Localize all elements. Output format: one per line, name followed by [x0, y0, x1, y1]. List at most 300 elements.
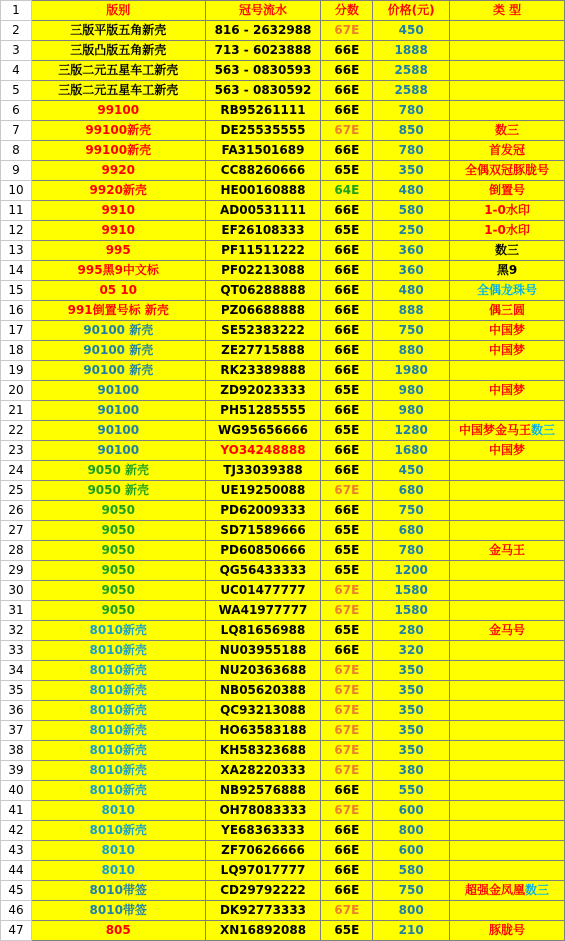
cell-serial[interactable]: ZD92023333	[205, 381, 321, 401]
cell-score[interactable]: 65E	[321, 221, 373, 241]
cell-price[interactable]: 360	[373, 241, 450, 261]
cell-type[interactable]	[450, 41, 565, 61]
cell-version[interactable]: 90100	[31, 381, 205, 401]
cell-score[interactable]: 66E	[321, 321, 373, 341]
row-number[interactable]: 10	[1, 181, 32, 201]
cell-serial[interactable]: TJ33039388	[205, 461, 321, 481]
cell-score[interactable]: 65E	[321, 381, 373, 401]
cell-price[interactable]: 1580	[373, 601, 450, 621]
row-number[interactable]: 31	[1, 601, 32, 621]
table-row	[1, 501, 565, 521]
cell-score[interactable]: 66E	[321, 101, 373, 121]
row-number[interactable]: 6	[1, 101, 32, 121]
cell-price[interactable]: 780	[373, 541, 450, 561]
cell-score[interactable]: 66E	[321, 861, 373, 881]
cell-serial[interactable]: ZF70626666	[205, 841, 321, 861]
cell-price[interactable]: 600	[373, 801, 450, 821]
cell-price[interactable]: 280	[373, 621, 450, 641]
cell-type[interactable]: 中国梦	[450, 381, 565, 401]
cell-version[interactable]: 三版凸版五角新壳	[31, 41, 205, 61]
row-number[interactable]: 4	[1, 61, 32, 81]
cell-serial[interactable]: HE00160888	[205, 181, 321, 201]
cell-score[interactable]: 66E	[321, 141, 373, 161]
cell-score[interactable]: 66E	[321, 341, 373, 361]
cell-serial[interactable]: CC88260666	[205, 161, 321, 181]
cell-serial[interactable]: NU20363688	[205, 661, 321, 681]
cell-price[interactable]: 1280	[373, 421, 450, 441]
table-row	[1, 521, 565, 541]
cell-price[interactable]: 980	[373, 381, 450, 401]
cell-score[interactable]: 67E	[321, 581, 373, 601]
cell-version[interactable]: 8010新壳	[31, 661, 205, 681]
row-number[interactable]: 39	[1, 761, 32, 781]
cell-version[interactable]: 99100	[31, 101, 205, 121]
row-number[interactable]: 28	[1, 541, 32, 561]
cell-type[interactable]	[450, 101, 565, 121]
cell-version[interactable]: 8010带签	[31, 881, 205, 901]
row-number[interactable]: 47	[1, 921, 32, 941]
cell-price[interactable]: 680	[373, 521, 450, 541]
cell-type[interactable]	[450, 861, 565, 881]
cell-type[interactable]: 中国梦	[450, 321, 565, 341]
cell-type[interactable]: 金马号	[450, 621, 565, 641]
table-row	[1, 361, 565, 381]
cell-score[interactable]: 66E	[321, 401, 373, 421]
cell-score[interactable]: 66E	[321, 821, 373, 841]
cell-version[interactable]: 三版二元五星车工新壳	[31, 61, 205, 81]
cell-type[interactable]: 中国梦	[450, 441, 565, 461]
header-price[interactable]: 价格(元)	[373, 1, 450, 21]
cell-price[interactable]: 780	[373, 101, 450, 121]
cell-serial[interactable]: YE68363333	[205, 821, 321, 841]
cell-price[interactable]: 750	[373, 501, 450, 521]
row-number[interactable]: 32	[1, 621, 32, 641]
cell-score[interactable]: 65E	[321, 621, 373, 641]
row-number[interactable]: 15	[1, 281, 32, 301]
cell-price[interactable]: 380	[373, 761, 450, 781]
cell-type[interactable]	[450, 641, 565, 661]
cell-type[interactable]	[450, 701, 565, 721]
cell-score[interactable]: 66E	[321, 361, 373, 381]
cell-version[interactable]: 99100新壳	[31, 121, 205, 141]
cell-version[interactable]: 8010新壳	[31, 641, 205, 661]
cell-price[interactable]: 1200	[373, 561, 450, 581]
cell-version[interactable]: 8010新壳	[31, 701, 205, 721]
row-number[interactable]: 33	[1, 641, 32, 661]
cell-score[interactable]: 67E	[321, 741, 373, 761]
row-number[interactable]: 3	[1, 41, 32, 61]
cell-score[interactable]: 66E	[321, 501, 373, 521]
cell-version[interactable]: 9050	[31, 561, 205, 581]
row-number[interactable]: 8	[1, 141, 32, 161]
cell-serial[interactable]: DK92773333	[205, 901, 321, 921]
cell-serial[interactable]: QT06288888	[205, 281, 321, 301]
table-row	[1, 781, 565, 801]
cell-version[interactable]: 8010	[31, 861, 205, 881]
cell-type[interactable]: 1-0水印	[450, 221, 565, 241]
cell-price[interactable]: 350	[373, 681, 450, 701]
cell-version[interactable]: 90100 新壳	[31, 341, 205, 361]
cell-serial[interactable]: FA31501689	[205, 141, 321, 161]
row-number[interactable]: 34	[1, 661, 32, 681]
table-row	[1, 541, 565, 561]
cell-serial[interactable]: CD29792222	[205, 881, 321, 901]
cell-version[interactable]: 805	[31, 921, 205, 941]
cell-serial[interactable]: YO34248888	[205, 441, 321, 461]
row-number[interactable]: 9	[1, 161, 32, 181]
cell-price[interactable]: 350	[373, 741, 450, 761]
row-number[interactable]: 13	[1, 241, 32, 261]
cell-type[interactable]	[450, 501, 565, 521]
cell-score[interactable]: 67E	[321, 681, 373, 701]
cell-type[interactable]	[450, 681, 565, 701]
cell-type[interactable]: 数三	[450, 241, 565, 261]
cell-version[interactable]: 8010带签	[31, 901, 205, 921]
header-serial[interactable]: 冠号流水	[205, 1, 321, 21]
row-number[interactable]: 40	[1, 781, 32, 801]
row-number[interactable]: 16	[1, 301, 32, 321]
cell-serial[interactable]: NB92576888	[205, 781, 321, 801]
cell-serial[interactable]: PF02213088	[205, 261, 321, 281]
cell-serial[interactable]: PH51285555	[205, 401, 321, 421]
cell-serial[interactable]: PD62009333	[205, 501, 321, 521]
cell-serial[interactable]: KH58323688	[205, 741, 321, 761]
cell-type[interactable]	[450, 741, 565, 761]
cell-score[interactable]: 67E	[321, 761, 373, 781]
table-row	[1, 701, 565, 721]
cell-type[interactable]: 豚胧号	[450, 921, 565, 941]
cell-serial[interactable]: QC93213088	[205, 701, 321, 721]
row-number[interactable]: 26	[1, 501, 32, 521]
cell-type[interactable]	[450, 581, 565, 601]
cell-type[interactable]: 数三	[450, 121, 565, 141]
cell-version[interactable]: 9050	[31, 601, 205, 621]
cell-version[interactable]: 99100新壳	[31, 141, 205, 161]
cell-type[interactable]	[450, 21, 565, 41]
cell-price[interactable]: 250	[373, 221, 450, 241]
cell-version[interactable]: 90100	[31, 441, 205, 461]
cell-serial[interactable]: 816 - 2632988	[205, 21, 321, 41]
cell-version[interactable]: 8010新壳	[31, 721, 205, 741]
cell-type[interactable]	[450, 81, 565, 101]
cell-price[interactable]: 780	[373, 141, 450, 161]
header-version[interactable]: 版别	[31, 1, 205, 21]
cell-version[interactable]: 9920新壳	[31, 181, 205, 201]
cell-score[interactable]: 67E	[321, 701, 373, 721]
cell-type[interactable]	[450, 661, 565, 681]
row-number[interactable]: 2	[1, 21, 32, 41]
cell-type-extra: 数三	[531, 423, 556, 437]
row-number[interactable]: 23	[1, 441, 32, 461]
table-row	[1, 841, 565, 861]
cell-version[interactable]: 995	[31, 241, 205, 261]
cell-score[interactable]: 65E	[321, 521, 373, 541]
row-number[interactable]: 1	[1, 1, 32, 21]
cell-score[interactable]: 66E	[321, 41, 373, 61]
cell-serial[interactable]: XN16892088	[205, 921, 321, 941]
cell-type[interactable]	[450, 421, 565, 441]
cell-serial[interactable]: RB95261111	[205, 101, 321, 121]
cell-type[interactable]: 金马王	[450, 541, 565, 561]
cell-version[interactable]: 90100 新壳	[31, 321, 205, 341]
cell-serial[interactable]: UE19250088	[205, 481, 321, 501]
cell-type[interactable]	[450, 881, 565, 901]
cell-type[interactable]: 全偶双冠豚胧号	[450, 161, 565, 181]
cell-version[interactable]: 90100	[31, 401, 205, 421]
cell-score[interactable]: 67E	[321, 601, 373, 621]
cell-serial[interactable]: AD00531111	[205, 201, 321, 221]
row-number[interactable]: 27	[1, 521, 32, 541]
cell-version[interactable]: 05 10	[31, 281, 205, 301]
cell-serial[interactable]: PF11511222	[205, 241, 321, 261]
cell-price[interactable]: 880	[373, 341, 450, 361]
cell-price[interactable]: 350	[373, 721, 450, 741]
row-number[interactable]: 14	[1, 261, 32, 281]
cell-version[interactable]: 8010新壳	[31, 741, 205, 761]
cell-serial[interactable]: EF26108333	[205, 221, 321, 241]
cell-type[interactable]	[450, 361, 565, 381]
cell-serial[interactable]: ZE27715888	[205, 341, 321, 361]
cell-type[interactable]	[450, 401, 565, 421]
cell-score[interactable]: 67E	[321, 801, 373, 821]
cell-price[interactable]: 980	[373, 401, 450, 421]
cell-price[interactable]: 680	[373, 481, 450, 501]
cell-serial[interactable]: XA28220333	[205, 761, 321, 781]
cell-price[interactable]: 2588	[373, 61, 450, 81]
row-number[interactable]: 42	[1, 821, 32, 841]
cell-price[interactable]: 2588	[373, 81, 450, 101]
cell-type[interactable]	[450, 761, 565, 781]
cell-serial[interactable]: 713 - 6023888	[205, 41, 321, 61]
cell-price[interactable]: 480	[373, 281, 450, 301]
cell-version[interactable]: 8010	[31, 841, 205, 861]
cell-score[interactable]: 66E	[321, 781, 373, 801]
cell-version[interactable]: 8010新壳	[31, 681, 205, 701]
row-number[interactable]: 19	[1, 361, 32, 381]
cell-serial[interactable]: HO63583188	[205, 721, 321, 741]
cell-version[interactable]: 9050	[31, 541, 205, 561]
cell-type[interactable]: 黑9	[450, 261, 565, 281]
cell-serial[interactable]: NB05620388	[205, 681, 321, 701]
cell-price[interactable]: 600	[373, 841, 450, 861]
cell-serial[interactable]: RK23389888	[205, 361, 321, 381]
cell-price[interactable]: 320	[373, 641, 450, 661]
header-row	[1, 1, 565, 21]
table-row	[1, 101, 565, 121]
row-number[interactable]: 7	[1, 121, 32, 141]
row-number[interactable]: 5	[1, 81, 32, 101]
cell-version[interactable]: 9910	[31, 201, 205, 221]
cell-price[interactable]: 360	[373, 261, 450, 281]
cell-type[interactable]: 全偶龙珠号	[450, 281, 565, 301]
cell-type[interactable]	[450, 841, 565, 861]
cell-version[interactable]: 9050	[31, 521, 205, 541]
cell-version[interactable]: 8010	[31, 801, 205, 821]
cell-score[interactable]: 67E	[321, 901, 373, 921]
row-number[interactable]: 44	[1, 861, 32, 881]
cell-serial[interactable]: LQ97017777	[205, 861, 321, 881]
table-row	[1, 881, 565, 901]
table-row	[1, 761, 565, 781]
cell-score[interactable]: 66E	[321, 441, 373, 461]
cell-price[interactable]: 350	[373, 161, 450, 181]
row-number[interactable]: 12	[1, 221, 32, 241]
cell-serial[interactable]: 563 - 0830592	[205, 81, 321, 101]
cell-type[interactable]	[450, 521, 565, 541]
cell-price[interactable]: 350	[373, 701, 450, 721]
cell-type[interactable]	[450, 781, 565, 801]
table-row	[1, 481, 565, 501]
cell-price[interactable]: 210	[373, 921, 450, 941]
cell-version[interactable]: 9050 新壳	[31, 481, 205, 501]
cell-score[interactable]: 66E	[321, 301, 373, 321]
cell-version[interactable]: 8010新壳	[31, 781, 205, 801]
cell-score[interactable]: 66E	[321, 261, 373, 281]
cell-serial[interactable]: WG95656666	[205, 421, 321, 441]
cell-type[interactable]	[450, 901, 565, 921]
cell-score[interactable]: 66E	[321, 461, 373, 481]
cell-type[interactable]: 1-0水印	[450, 201, 565, 221]
header-type[interactable]: 类 型	[450, 1, 565, 21]
cell-version[interactable]: 9050	[31, 581, 205, 601]
cell-serial[interactable]: PZ06688888	[205, 301, 321, 321]
cell-type[interactable]: 中国梦	[450, 341, 565, 361]
cell-score[interactable]: 66E	[321, 841, 373, 861]
row-number[interactable]: 25	[1, 481, 32, 501]
cell-serial[interactable]: PD60850666	[205, 541, 321, 561]
cell-version[interactable]: 9050 新壳	[31, 461, 205, 481]
cell-serial[interactable]: LQ81656988	[205, 621, 321, 641]
cell-type[interactable]	[450, 721, 565, 741]
cell-score[interactable]: 67E	[321, 661, 373, 681]
cell-price[interactable]: 550	[373, 781, 450, 801]
cell-type[interactable]	[450, 481, 565, 501]
cell-price[interactable]: 1580	[373, 581, 450, 601]
table-row	[1, 421, 565, 441]
cell-serial[interactable]: WA41977777	[205, 601, 321, 621]
row-number[interactable]: 35	[1, 681, 32, 701]
cell-price[interactable]: 580	[373, 201, 450, 221]
cell-serial[interactable]: QG56433333	[205, 561, 321, 581]
cell-price[interactable]: 750	[373, 321, 450, 341]
cell-score[interactable]: 66E	[321, 81, 373, 101]
cell-score[interactable]: 67E	[321, 721, 373, 741]
cell-serial[interactable]: SE52383222	[205, 321, 321, 341]
cell-price[interactable]: 450	[373, 461, 450, 481]
cell-score[interactable]: 66E	[321, 61, 373, 81]
row-number[interactable]: 20	[1, 381, 32, 401]
cell-score[interactable]: 65E	[321, 921, 373, 941]
cell-type[interactable]	[450, 821, 565, 841]
cell-score[interactable]: 64E	[321, 181, 373, 201]
row-number[interactable]: 24	[1, 461, 32, 481]
cell-version[interactable]: 9050	[31, 501, 205, 521]
cell-serial[interactable]: OH78083333	[205, 801, 321, 821]
cell-price[interactable]: 888	[373, 301, 450, 321]
cell-version[interactable]: 995黑9中文标	[31, 261, 205, 281]
row-number[interactable]: 45	[1, 881, 32, 901]
row-number[interactable]: 30	[1, 581, 32, 601]
cell-version[interactable]: 三版二元五星车工新壳	[31, 81, 205, 101]
cell-version[interactable]: 8010新壳	[31, 621, 205, 641]
cell-score[interactable]: 67E	[321, 481, 373, 501]
cell-version[interactable]: 8010新壳	[31, 761, 205, 781]
table-row	[1, 81, 565, 101]
cell-serial[interactable]: NU03955188	[205, 641, 321, 661]
cell-type[interactable]	[450, 561, 565, 581]
cell-price[interactable]: 350	[373, 661, 450, 681]
cell-price[interactable]: 750	[373, 881, 450, 901]
cell-price[interactable]: 1680	[373, 441, 450, 461]
row-number[interactable]: 37	[1, 721, 32, 741]
cell-score[interactable]: 65E	[321, 561, 373, 581]
row-number[interactable]: 46	[1, 901, 32, 921]
cell-score[interactable]: 65E	[321, 541, 373, 561]
row-number[interactable]: 22	[1, 421, 32, 441]
cell-price[interactable]: 480	[373, 181, 450, 201]
cell-type[interactable]: 首发冠	[450, 141, 565, 161]
row-number[interactable]: 38	[1, 741, 32, 761]
cell-type-main: 超强金凤凰	[465, 883, 526, 897]
cell-score[interactable]: 66E	[321, 281, 373, 301]
table-row	[1, 801, 565, 821]
cell-version[interactable]: 991倒置号标 新壳	[31, 301, 205, 321]
cell-version[interactable]: 90100	[31, 421, 205, 441]
cell-score[interactable]: 66E	[321, 201, 373, 221]
cell-serial[interactable]: UC01477777	[205, 581, 321, 601]
cell-score[interactable]: 66E	[321, 641, 373, 661]
cell-type[interactable]	[450, 801, 565, 821]
cell-version[interactable]: 三版平版五角新壳	[31, 21, 205, 41]
cell-score[interactable]: 67E	[321, 121, 373, 141]
row-number[interactable]: 43	[1, 841, 32, 861]
cell-serial[interactable]: SD71589666	[205, 521, 321, 541]
cell-version[interactable]: 9920	[31, 161, 205, 181]
cell-serial[interactable]: DE25535555	[205, 121, 321, 141]
table-row	[1, 241, 565, 261]
cell-price[interactable]: 1888	[373, 41, 450, 61]
cell-score[interactable]: 66E	[321, 241, 373, 261]
cell-score[interactable]: 66E	[321, 881, 373, 901]
cell-version[interactable]: 9910	[31, 221, 205, 241]
cell-type[interactable]: 偶三圆	[450, 301, 565, 321]
cell-serial[interactable]: 563 - 0830593	[205, 61, 321, 81]
cell-price[interactable]: 800	[373, 901, 450, 921]
cell-price[interactable]: 580	[373, 861, 450, 881]
header-score[interactable]: 分数	[321, 1, 373, 21]
cell-type[interactable]	[450, 61, 565, 81]
row-number[interactable]: 41	[1, 801, 32, 821]
row-number[interactable]: 17	[1, 321, 32, 341]
row-number[interactable]: 21	[1, 401, 32, 421]
row-number[interactable]: 11	[1, 201, 32, 221]
cell-price[interactable]: 850	[373, 121, 450, 141]
cell-price[interactable]: 450	[373, 21, 450, 41]
cell-score[interactable]: 65E	[321, 421, 373, 441]
row-number[interactable]: 18	[1, 341, 32, 361]
cell-type[interactable]	[450, 601, 565, 621]
row-number[interactable]: 36	[1, 701, 32, 721]
cell-version[interactable]: 8010新壳	[31, 821, 205, 841]
cell-type[interactable]	[450, 461, 565, 481]
cell-type[interactable]: 倒置号	[450, 181, 565, 201]
row-number[interactable]: 29	[1, 561, 32, 581]
cell-version[interactable]: 90100 新壳	[31, 361, 205, 381]
cell-price[interactable]: 800	[373, 821, 450, 841]
cell-price[interactable]: 1980	[373, 361, 450, 381]
cell-score[interactable]: 65E	[321, 161, 373, 181]
cell-score[interactable]: 67E	[321, 21, 373, 41]
